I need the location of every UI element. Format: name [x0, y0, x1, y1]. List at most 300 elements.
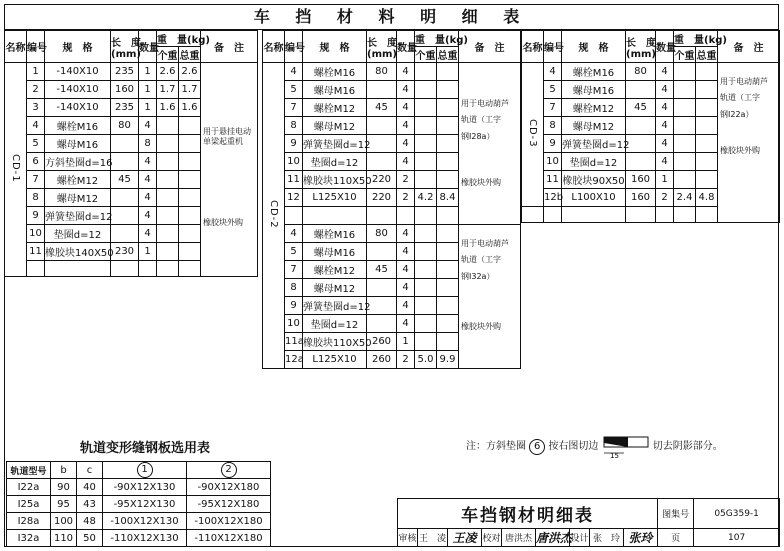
- hdr-unit-weight: 个重: [157, 47, 179, 63]
- empty-cell: [522, 207, 544, 223]
- sel-cell: 100: [51, 513, 77, 530]
- row-unit-weight: [157, 189, 179, 207]
- row-length: [367, 297, 397, 315]
- row-total-weight: [696, 117, 718, 135]
- row-qty: 4: [397, 63, 415, 81]
- empty-cell: [27, 261, 45, 277]
- row-length: 235: [111, 99, 139, 117]
- row-qty: 1: [139, 81, 157, 99]
- empty-cell: [111, 261, 139, 277]
- row-num: 9: [544, 135, 562, 153]
- row-qty: 2: [397, 171, 415, 189]
- row-unit-weight: [674, 99, 696, 117]
- row-length: 235: [111, 63, 139, 81]
- row-qty: 4: [397, 279, 415, 297]
- cd2-table: [262, 30, 521, 369]
- row-total-weight: [696, 171, 718, 189]
- remark-line: 橡胶块外购: [461, 322, 502, 332]
- row-total-weight: 1.7: [179, 81, 201, 99]
- row-length: 160: [111, 81, 139, 99]
- row-total-weight: [696, 81, 718, 99]
- hdr-name: 名称: [522, 31, 544, 63]
- row-total-weight: [179, 207, 201, 225]
- row-unit-weight: [415, 297, 437, 315]
- hdr-name: 名称: [263, 31, 285, 63]
- title-block: [397, 498, 780, 547]
- row-unit-weight: [415, 117, 437, 135]
- row-unit-weight: [415, 63, 437, 81]
- row-total-weight: [437, 279, 459, 297]
- row-qty: 2: [397, 351, 415, 369]
- row-unit-weight: 1.7: [157, 81, 179, 99]
- sel-cell: -100X12X130: [103, 513, 187, 530]
- row-unit-weight: [415, 225, 437, 243]
- row-num: 12a: [285, 351, 303, 369]
- row-length: 45: [626, 99, 656, 117]
- row-qty: 1: [139, 99, 157, 117]
- row-unit-weight: 4.2: [415, 189, 437, 207]
- row-length: 260: [367, 351, 397, 369]
- row-total-weight: [437, 297, 459, 315]
- hdr-total-weight: 总重: [696, 47, 718, 63]
- row-num: 10: [285, 153, 303, 171]
- row-total-weight: 2.6: [179, 63, 201, 81]
- row-total-weight: [696, 63, 718, 81]
- sel-cell: 90: [51, 479, 77, 496]
- row-num: 3: [27, 99, 45, 117]
- row-total-weight: [437, 63, 459, 81]
- row-qty: 4: [656, 135, 674, 153]
- row-qty: 4: [139, 117, 157, 135]
- row-num: 9: [27, 207, 45, 225]
- empty-cell: [157, 261, 179, 277]
- table-row: [7, 496, 271, 513]
- row-total-weight: [437, 81, 459, 99]
- hdr-len: 长 度 (mm): [111, 31, 139, 63]
- row-length: 80: [111, 117, 139, 135]
- row-num: 11a: [285, 333, 303, 351]
- row-unit-weight: [415, 279, 437, 297]
- hdr-len: 长 度 (mm): [626, 31, 656, 63]
- row-num: 5: [544, 81, 562, 99]
- row-length: 45: [367, 99, 397, 117]
- row-spec: 弹簧垫圈d=12: [45, 207, 111, 225]
- row-unit-weight: [415, 81, 437, 99]
- row-num: 10: [27, 225, 45, 243]
- remark-line: 钢Ⅰ28a）: [461, 131, 495, 141]
- empty-cell: [303, 207, 367, 225]
- row-unit-weight: [674, 81, 696, 99]
- row-total-weight: [437, 333, 459, 351]
- row-spec: -140X10: [45, 63, 111, 81]
- row-qty: 1: [656, 171, 674, 189]
- row-qty: 1: [397, 333, 415, 351]
- row-length: 230: [111, 243, 139, 261]
- hdr-spec: 规 格: [562, 31, 626, 63]
- row-length: [626, 117, 656, 135]
- hdr-remark: 备 注: [718, 31, 780, 63]
- component-label: CD-1: [10, 153, 21, 183]
- page-label: 页: [658, 529, 694, 547]
- row-num: 5: [285, 243, 303, 261]
- row-qty: 8: [139, 135, 157, 153]
- row-qty: 4: [397, 81, 415, 99]
- row-num: 10: [544, 153, 562, 171]
- hdr-spec: 规 格: [303, 31, 367, 63]
- empty-cell: [179, 261, 201, 277]
- row-spec: 橡胶块110X50: [303, 333, 367, 351]
- table-row: [263, 63, 521, 81]
- row-spec: -140X10: [45, 99, 111, 117]
- row-num: 5: [285, 81, 303, 99]
- row-length: [626, 135, 656, 153]
- selection-table: [6, 461, 271, 547]
- empty-cell: [656, 207, 674, 223]
- table-row: [263, 225, 521, 243]
- sel-hdr-2: 2: [187, 462, 271, 479]
- row-unit-weight: [157, 207, 179, 225]
- row-total-weight: 9.9: [437, 351, 459, 369]
- row-num: 6: [27, 153, 45, 171]
- cd3-table: [521, 30, 780, 223]
- row-length: [626, 81, 656, 99]
- row-qty: 4: [656, 153, 674, 171]
- remark-cell: [201, 63, 258, 277]
- row-spec: L125X10: [303, 189, 367, 207]
- row-unit-weight: [415, 153, 437, 171]
- sel-cell: 50: [77, 530, 103, 547]
- row-spec: 螺母M16: [303, 81, 367, 99]
- row-qty: 4: [397, 297, 415, 315]
- row-num: 4: [285, 225, 303, 243]
- cd1-table: [4, 30, 258, 277]
- sel-cell: -110X12X130: [103, 530, 187, 547]
- row-spec: 橡胶块140X50: [45, 243, 111, 261]
- empty-cell: [139, 261, 157, 277]
- row-unit-weight: [157, 171, 179, 189]
- row-length: [111, 189, 139, 207]
- sel-cell: -95X12X130: [103, 496, 187, 513]
- row-unit-weight: [674, 135, 696, 153]
- remark-line: 用于电动葫芦: [720, 77, 769, 86]
- empty-cell: [544, 207, 562, 223]
- row-spec: 弹簧垫圈d=12: [303, 135, 367, 153]
- row-unit-weight: [415, 135, 437, 153]
- hdr-num: 编号: [27, 31, 45, 63]
- row-unit-weight: [674, 63, 696, 81]
- selection-table-title: 轨道变形缝钢板选用表: [80, 441, 211, 456]
- row-unit-weight: [674, 171, 696, 189]
- row-spec: 螺母M12: [303, 279, 367, 297]
- row-length: [367, 153, 397, 171]
- atlas-label: 图集号: [658, 499, 694, 529]
- row-spec: 垫圈d=12: [45, 225, 111, 243]
- sel-cell: Ⅰ28a: [7, 513, 51, 530]
- row-qty: 1: [139, 63, 157, 81]
- row-qty: 4: [656, 99, 674, 117]
- row-length: 80: [626, 63, 656, 81]
- sel-cell: 95: [51, 496, 77, 513]
- table-row: [5, 63, 258, 81]
- row-spec: 橡胶块90X50: [562, 171, 626, 189]
- remark-line: 轨道（工字: [720, 93, 761, 103]
- row-num: 11: [285, 171, 303, 189]
- table-row: [7, 479, 271, 496]
- row-qty: 4: [397, 243, 415, 261]
- hdr-weight: 重 量(kg): [157, 31, 201, 47]
- drawing-title: 车挡钢材明细表: [398, 499, 658, 529]
- hdr-qty: 数量: [397, 31, 415, 63]
- row-qty: 2: [656, 189, 674, 207]
- row-total-weight: 1.6: [179, 99, 201, 117]
- check-signature: 唐洪杰: [536, 529, 570, 547]
- component-name: [263, 63, 285, 369]
- row-num: 5: [27, 135, 45, 153]
- row-length: 160: [626, 189, 656, 207]
- hdr-name: 名称: [5, 31, 27, 63]
- design-label: 设计: [570, 529, 590, 547]
- remark-line: 橡胶块外购: [461, 178, 502, 188]
- row-total-weight: [696, 99, 718, 117]
- sel-cell: 40: [77, 479, 103, 496]
- row-unit-weight: 2.4: [674, 189, 696, 207]
- remark-line: 轨道（工字: [461, 255, 502, 265]
- row-total-weight: [437, 117, 459, 135]
- empty-cell: [437, 207, 459, 225]
- sel-cell: 43: [77, 496, 103, 513]
- row-qty: 4: [397, 261, 415, 279]
- empty-cell: [415, 207, 437, 225]
- hdr-unit-weight: 个重: [674, 47, 696, 63]
- row-num: 8: [285, 279, 303, 297]
- hdr-weight: 重 量(kg): [674, 31, 718, 47]
- row-length: [367, 81, 397, 99]
- row-total-weight: [179, 153, 201, 171]
- remark-line: 用于悬挂电动单梁起重机: [203, 127, 252, 147]
- bevel-washer-icon: [602, 433, 650, 459]
- row-qty: 4: [397, 135, 415, 153]
- component-name: [522, 63, 544, 207]
- row-spec: 螺母M16: [45, 135, 111, 153]
- row-spec: 螺栓M12: [562, 99, 626, 117]
- remark-line: 用于电动葫芦: [461, 99, 510, 108]
- design-name: 张 玲: [590, 529, 624, 547]
- row-qty: 4: [139, 171, 157, 189]
- row-num: 8: [285, 117, 303, 135]
- row-spec: 垫圈d=12: [303, 315, 367, 333]
- row-unit-weight: [415, 315, 437, 333]
- row-length: 45: [111, 171, 139, 189]
- sel-cell: Ⅰ25a: [7, 496, 51, 513]
- row-num: 11: [27, 243, 45, 261]
- row-spec: 方斜垫圈d=16: [45, 153, 111, 171]
- row-length: [367, 315, 397, 333]
- row-total-weight: [179, 225, 201, 243]
- empty-cell: [397, 207, 415, 225]
- remark-line: 钢Ⅰ32a）: [461, 271, 495, 281]
- empty-cell: [696, 207, 718, 223]
- sel-hdr-model: 轨道型号: [7, 462, 51, 479]
- sel-hdr-b: b: [51, 462, 77, 479]
- row-spec: L125X10: [303, 351, 367, 369]
- row-total-weight: [437, 225, 459, 243]
- remark-line: 钢Ⅰ22a）: [720, 109, 754, 119]
- row-length: 220: [367, 189, 397, 207]
- sel-cell: Ⅰ32a: [7, 530, 51, 547]
- hdr-total-weight: 总重: [179, 47, 201, 63]
- row-total-weight: [437, 99, 459, 117]
- row-unit-weight: [157, 225, 179, 243]
- row-spec: 弹簧垫圈d=12: [303, 297, 367, 315]
- sel-cell: 48: [77, 513, 103, 530]
- empty-cell: [674, 207, 696, 223]
- row-num: 7: [285, 99, 303, 117]
- row-spec: 螺母M12: [562, 117, 626, 135]
- row-total-weight: [179, 135, 201, 153]
- row-qty: 4: [656, 63, 674, 81]
- row-num: 8: [27, 189, 45, 207]
- row-total-weight: [696, 153, 718, 171]
- row-unit-weight: [415, 261, 437, 279]
- row-spec: 垫圈d=12: [303, 153, 367, 171]
- hdr-qty: 数量: [656, 31, 674, 63]
- row-spec: 螺母M16: [303, 243, 367, 261]
- row-qty: 4: [139, 189, 157, 207]
- note-circle: 6: [529, 439, 545, 455]
- row-num: 7: [27, 171, 45, 189]
- row-spec: 螺栓M16: [303, 225, 367, 243]
- hdr-num: 编号: [285, 31, 303, 63]
- check-label: 校对: [482, 529, 502, 547]
- sel-cell: Ⅰ22a: [7, 479, 51, 496]
- row-unit-weight: [157, 117, 179, 135]
- row-spec: 橡胶块110X50: [303, 171, 367, 189]
- row-length: [367, 243, 397, 261]
- row-unit-weight: [157, 243, 179, 261]
- row-length: 45: [367, 261, 397, 279]
- row-qty: 4: [397, 153, 415, 171]
- row-num: 7: [285, 261, 303, 279]
- row-unit-weight: [415, 333, 437, 351]
- row-spec: 螺栓M12: [303, 99, 367, 117]
- row-num: 4: [27, 117, 45, 135]
- hdr-unit-weight: 个重: [415, 47, 437, 63]
- component-name: [5, 63, 27, 277]
- sel-cell: -110X12X180: [187, 530, 271, 547]
- remark-cell: [459, 63, 521, 225]
- row-unit-weight: 1.6: [157, 99, 179, 117]
- row-length: [111, 153, 139, 171]
- row-spec: 垫圈d=12: [562, 153, 626, 171]
- sel-hdr-1: 1: [103, 462, 187, 479]
- row-length: [111, 225, 139, 243]
- design-signature: 张玲: [624, 529, 658, 547]
- row-total-weight: [179, 117, 201, 135]
- row-qty: 4: [656, 81, 674, 99]
- row-unit-weight: [415, 171, 437, 189]
- component-label: CD-2: [268, 199, 279, 229]
- row-num: 10: [285, 315, 303, 333]
- sel-cell: -90X12X130: [103, 479, 187, 496]
- row-unit-weight: [415, 99, 437, 117]
- row-unit-weight: [674, 153, 696, 171]
- row-total-weight: 4.8: [696, 189, 718, 207]
- row-qty: 4: [656, 117, 674, 135]
- hdr-len: 长 度 (mm): [367, 31, 397, 63]
- page-title: 车 挡 材 料 明 细 表: [4, 4, 779, 30]
- row-num: 8: [544, 117, 562, 135]
- row-num: 2: [27, 81, 45, 99]
- row-spec: 弹簧垫圈d=12: [562, 135, 626, 153]
- table-row: [7, 530, 271, 547]
- row-length: 260: [367, 333, 397, 351]
- row-spec: 螺栓M12: [303, 261, 367, 279]
- row-spec: 螺母M12: [45, 189, 111, 207]
- row-spec: 螺栓M16: [303, 63, 367, 81]
- hdr-qty: 数量: [139, 31, 157, 63]
- row-spec: 螺母M16: [562, 81, 626, 99]
- row-total-weight: [437, 153, 459, 171]
- row-qty: 4: [397, 315, 415, 333]
- row-qty: 4: [397, 225, 415, 243]
- table-row: [7, 513, 271, 530]
- hdr-num: 编号: [544, 31, 562, 63]
- row-unit-weight: 2.6: [157, 63, 179, 81]
- hdr-spec: 规 格: [45, 31, 111, 63]
- empty-cell: [285, 207, 303, 225]
- row-num: 12: [285, 189, 303, 207]
- row-num: 4: [285, 63, 303, 81]
- empty-cell: [626, 207, 656, 223]
- row-total-weight: [179, 171, 201, 189]
- row-qty: 4: [139, 207, 157, 225]
- row-spec: 螺栓M16: [45, 117, 111, 135]
- row-length: [111, 135, 139, 153]
- hdr-weight: 重 量(kg): [415, 31, 459, 47]
- row-spec: L100X10: [562, 189, 626, 207]
- remark-line: 橡胶块外购: [203, 217, 244, 227]
- row-num: 9: [285, 297, 303, 315]
- row-length: [367, 117, 397, 135]
- row-spec: -140X10: [45, 81, 111, 99]
- row-qty: 2: [397, 189, 415, 207]
- row-unit-weight: [674, 117, 696, 135]
- sel-cell: -90X12X180: [187, 479, 271, 496]
- row-length: [367, 279, 397, 297]
- row-num: 1: [27, 63, 45, 81]
- hdr-remark: 备 注: [459, 31, 521, 63]
- row-length: 80: [367, 63, 397, 81]
- svg-text:15: 15: [609, 452, 619, 460]
- row-length: [111, 207, 139, 225]
- row-length: 80: [367, 225, 397, 243]
- row-num: 12b: [544, 189, 562, 207]
- row-qty: 1: [139, 243, 157, 261]
- review-label: 审核: [398, 529, 418, 547]
- row-num: 9: [285, 135, 303, 153]
- row-length: [367, 135, 397, 153]
- sel-cell: -100X12X180: [187, 513, 271, 530]
- row-unit-weight: [157, 135, 179, 153]
- row-unit-weight: 5.0: [415, 351, 437, 369]
- remark-cell: [718, 63, 780, 223]
- check-name: 唐洪杰: [502, 529, 536, 547]
- sel-cell: 110: [51, 530, 77, 547]
- hdr-total-weight: 总重: [437, 47, 459, 63]
- table-row: [522, 63, 780, 81]
- row-total-weight: [696, 135, 718, 153]
- hdr-remark: 备 注: [201, 31, 258, 63]
